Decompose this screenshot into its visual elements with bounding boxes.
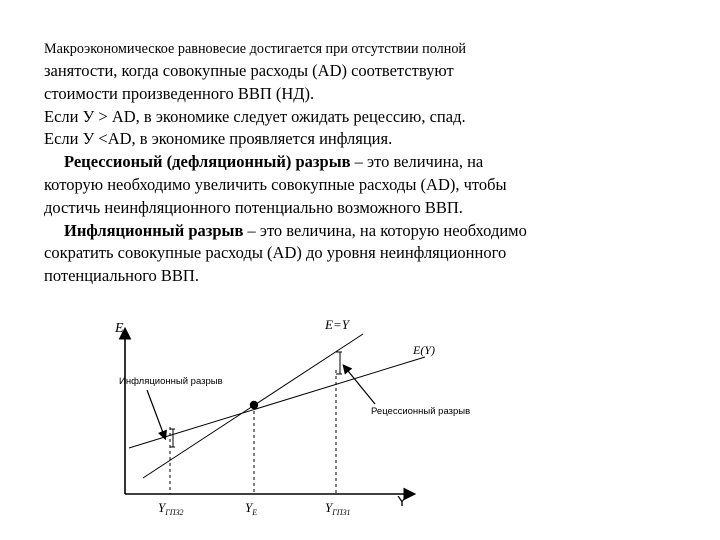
recession-definition-line-1 [44,151,684,174]
inflation-gap-term: Инфляционный разрыв [64,220,244,240]
keynesian-cross-diagram [95,312,525,522]
tick-ygpz1-sub: ГПЗ1 [332,508,351,517]
text-line-1: Макроэкономическое равновесие достигается при отсутствии полной [44,41,467,57]
recession-definition-line-2: которую необходимо увеличить совокупные расходы (AD), чтобы [44,174,507,194]
text-line-2: занятости, когда совокупные расходы (AD) соответствуют [44,61,454,80]
x-axis-label: Y [397,493,408,510]
inflation-definition-line-2: сократить совокупные расходы (AD) до уровня неинфляционного [44,243,507,263]
recession-definition-part-1: – это величина, на [350,152,484,172]
tick-ye-main: Y [245,500,253,515]
tick-label-ygpz2 [158,500,184,517]
inflation-definition-part-1: – это величина, на которую необходимо [243,220,527,240]
tick-ygpz2-sub: ГПЗ2 [165,508,184,517]
text-line-4: Если У > AD, в экономике следует ожидать рецессию, спад. [44,106,466,126]
tick-ygpz1-main: Y [325,500,333,515]
tick-label-ye [245,500,257,517]
recession-gap-pointer [344,366,375,404]
tick-ygpz2-main: Y [158,500,166,515]
inflation-gap-pointer [147,390,165,438]
tick-ye-sub: E [252,508,258,517]
text-block [44,38,684,288]
recession-definition-line-3: достичь неинфляционного потенциально возможного ВВП. [44,197,463,217]
recession-gap-term: Рецессионый (дефляционный) разрыв [64,152,351,172]
text-line-5: Если У <AD, в экономике проявляется инфляция. [44,129,393,149]
line-45-label: E=Y [325,317,349,332]
tick-label-ygpz1 [325,500,351,517]
recession-gap-label: Рецессионный разрыв [371,406,471,417]
inflation-definition-line-3: потенциального ВВП. [44,266,199,286]
expenditure-line-label: E(Y) [413,343,435,357]
inflation-definition-line-1 [44,220,684,243]
text-line-3: стоимости произведенного ВВП (НД). [44,83,315,103]
y-axis-label: E [115,321,124,336]
inflation-gap-label: Инфляционный разрыв [119,376,223,387]
